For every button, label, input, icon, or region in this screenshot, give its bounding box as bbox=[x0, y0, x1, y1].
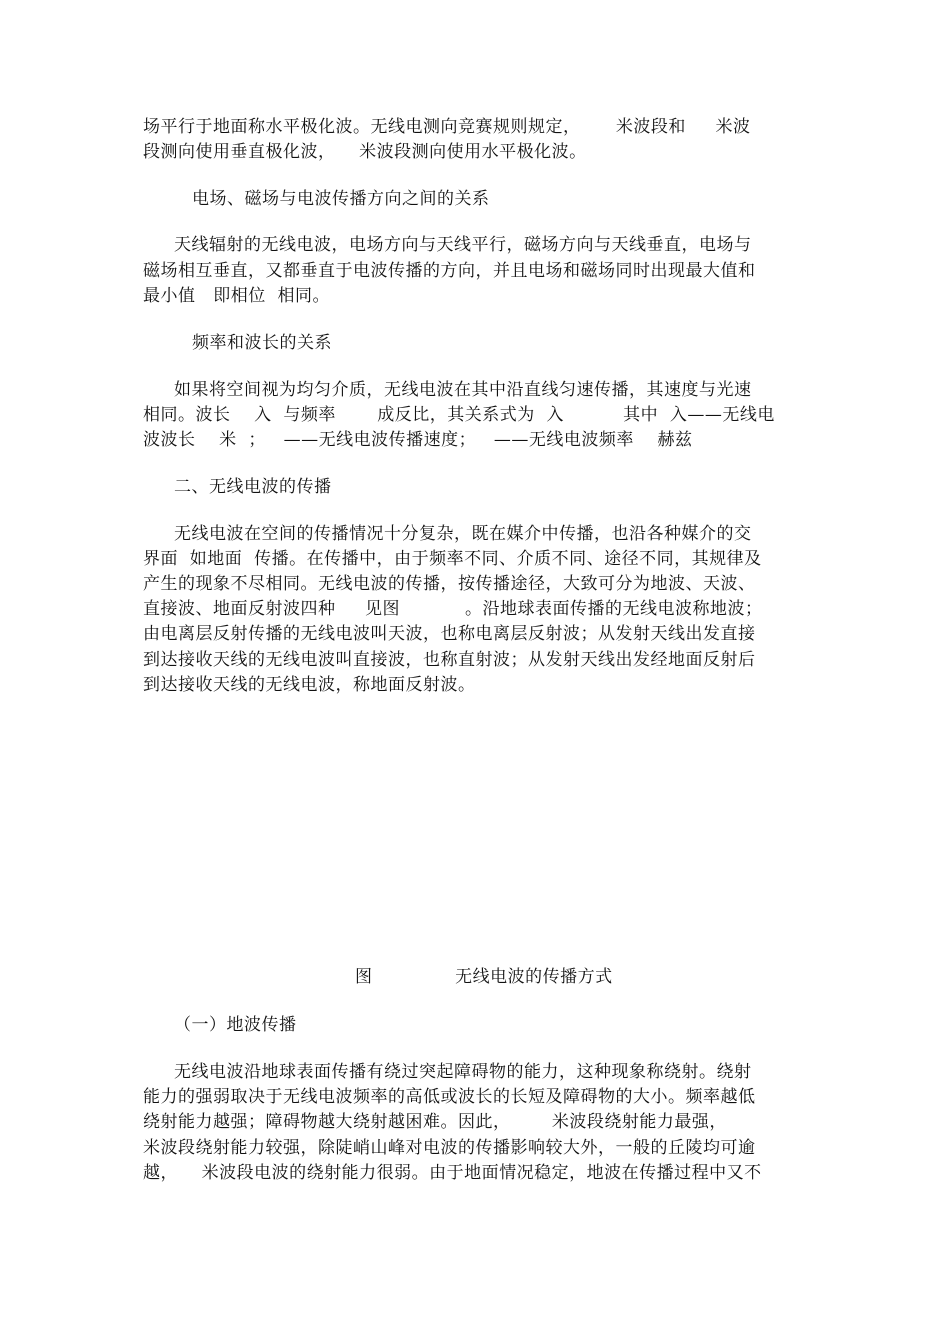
paragraph-line: 磁场相互垂直，又都垂直于电波传播的方向，并且电场和磁场同时出现最大值和 bbox=[143, 261, 756, 281]
paragraph-line: 波波长 米 ； ——无线电波传播速度； ——无线电波频率 赫兹 bbox=[143, 430, 693, 450]
paragraph-line: 由电离层反射传播的无线电波叫天波，也称电离层反射波；从发射天线出发直接 bbox=[143, 624, 756, 644]
section-heading-field-relationship: 电场、磁场与电波传播方向之间的关系 bbox=[192, 189, 490, 209]
paragraph-line: 天线辐射的无线电波，电场方向与天线平行，磁场方向与天线垂直，电场与 bbox=[174, 235, 752, 255]
paragraph-line: 能力的强弱取决于无线电波频率的高低或波长的长短及障碍物的大小。频率越低 bbox=[143, 1087, 756, 1107]
paragraph-line: 产生的现象不尽相同。无线电波的传播，按传播途径，大致可分为地波、天波、 bbox=[143, 574, 756, 594]
figure-caption: 图 无线电波的传播方式 bbox=[355, 967, 613, 987]
figure-placeholder bbox=[143, 720, 807, 950]
paragraph-line: 越， 米波段电波的绕射能力很弱。由于地面情况稳定，地波在传播过程中又不 bbox=[143, 1163, 762, 1183]
paragraph-line: 到达接收天线的无线电波叫直接波，也称直射波；从发射天线出发经地面反射后 bbox=[143, 650, 756, 670]
paragraph-line: 界面 如地面 传播。在传播中，由于频率不同、介质不同、途径不同，其规律及 bbox=[143, 549, 762, 569]
paragraph-line: 如果将空间视为均匀介质，无线电波在其中沿直线匀速传播，其速度与光速 bbox=[174, 380, 752, 400]
paragraph-line: 米波段绕射能力较强，除陡峭山峰对电波的传播影响较大外，一般的丘陵均可逾 bbox=[143, 1138, 756, 1158]
paragraph-line: 相同。波长 入 与频率 成反比，其关系式为 入 其中 入——无线电 bbox=[143, 405, 775, 425]
paragraph-line: 场平行于地面称水平极化波。无线电测向竞赛规则规定， 米波段和 米波 bbox=[143, 117, 751, 137]
paragraph-line: 最小值 即相位 相同。 bbox=[143, 286, 331, 306]
section-heading-frequency-wavelength: 频率和波长的关系 bbox=[192, 333, 332, 353]
paragraph-line: 段测向使用垂直极化波， 米波段测向使用水平极化波。 bbox=[143, 142, 587, 162]
section-heading-ground-wave: （一）地波传播 bbox=[174, 1015, 297, 1035]
paragraph-line: 直接波、地面反射波四种 见图 。沿地球表面传播的无线电波称地波； bbox=[143, 599, 763, 619]
paragraph-line: 无线电波沿地球表面传播有绕过突起障碍物的能力，这种现象称绕射。绕射 bbox=[174, 1062, 752, 1082]
paragraph-line: 无线电波在空间的传播情况十分复杂，既在媒介中传播，也沿各种媒介的交 bbox=[174, 524, 752, 544]
paragraph-line: 绕射能力越强；障碍物越大绕射越困难。因此， 米波段绕射能力最强， bbox=[143, 1112, 727, 1132]
paragraph-line: 到达接收天线的无线电波，称地面反射波。 bbox=[143, 675, 476, 695]
section-heading-propagation: 二、无线电波的传播 bbox=[174, 477, 332, 497]
